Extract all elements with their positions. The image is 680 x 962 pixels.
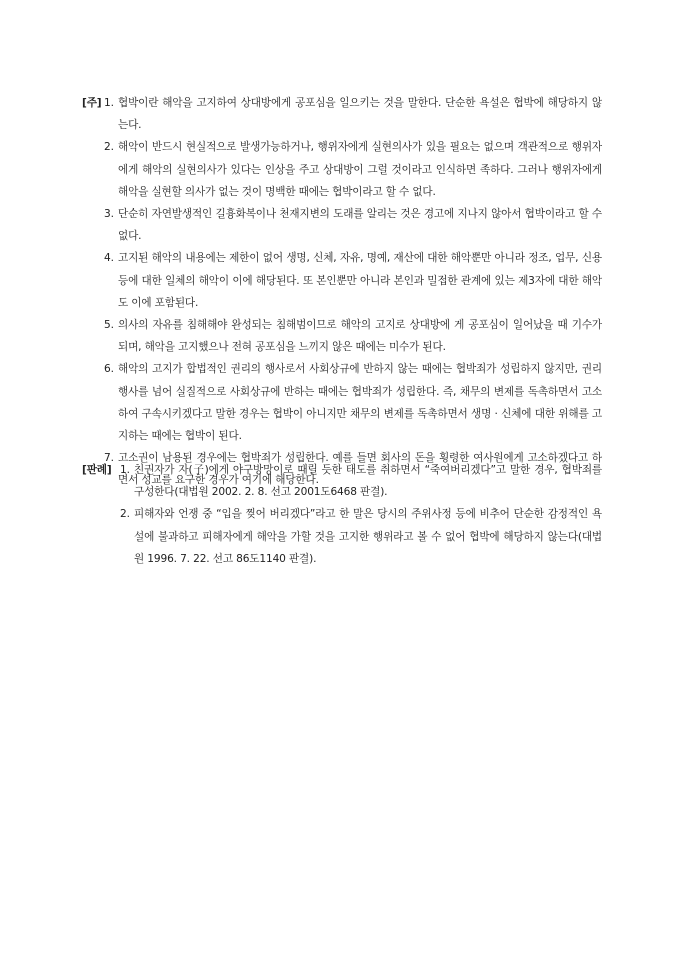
- note-item-3: [82, 203, 602, 247]
- cases-list: [82, 459, 602, 570]
- note-item-6: [82, 358, 602, 447]
- case-text: 친권자가 자(子)에게 야구방망이로 때릴 듯한 태도를 취하면서 “죽여버리겠다”고 말한 경우, 협박죄를 구성한다(대법원 2002. 2. 8. 선고 2001도6468 판결).: [134, 464, 602, 499]
- notes-section: [82, 92, 602, 492]
- note-text: 해악의 고지가 합법적인 권리의 행사로서 사회상규에 반하지 않는 때에는 협박죄가 성립하지 않지만, 권리행사를 넘어 실질적으로 사회상규에 반하는 때에는 협박죄가 성립한다. 즉, 채무의 변제를 독촉하면서 고소하여 구속시키겠다고 말한 경우는 협박이 아니지만 채무의 변제를 독촉하면서 생명 · 신체에 대한 위해를 고지하는 때에는 협박이 된다.: [118, 363, 602, 443]
- note-text: 고소권이 남용된 경우에는 협박죄가 성립한다. 예를 들면 회사의 돈을 횡령한 여사원에게 고소하겠다고 하면서 성교를 요구한 경우가 여기에 해당한다.: [118, 452, 602, 487]
- note-text: 고지된 해악의 내용에는 제한이 없어 생명, 신체, 자유, 명예, 재산에 대한 해악뿐만 아니라 정조, 업무, 신용 등에 대한 일체의 해악이 이에 해당된다. 또 본인뿐만 아니라 본인과 밀접한 관계에 있는 제3자에 대한 해악도 이에 포함된다.: [118, 252, 602, 309]
- note-number: 5.: [104, 319, 114, 332]
- case-item-2: [82, 503, 602, 570]
- note-number: 6.: [104, 363, 114, 376]
- note-text: 협박이란 해악을 고지하여 상대방에게 공포심을 일으키는 것을 말한다. 단순한 욕설은 협박에 해당하지 않는다.: [118, 97, 602, 132]
- note-number: 4.: [104, 252, 114, 265]
- cases-label: [판례]: [82, 464, 112, 476]
- case-text: 피해자와 언쟁 중 “입을 찢어 버리겠다”라고 한 말은 당시의 주위사정 등에 비추어 단순한 감정적인 욕설에 불과하고 피해자에게 해악을 가할 것을 고지한 행위라고 볼 수 없어 협박에 해당하지 않는다(대법원 1996. 7. 22. 선고 86도1140 판결).: [134, 508, 602, 565]
- notes-list: [82, 92, 602, 492]
- note-number: 7.: [104, 452, 114, 465]
- note-item-4: [82, 247, 602, 314]
- case-number: 2.: [120, 508, 130, 521]
- note-text: 의사의 자유를 침해해야 완성되는 침해범이므로 해악의 고지로 상대방에 게 공포심이 일어났을 때 기수가 되며, 해악을 고지했으나 전혀 공포심을 느끼지 않은 때에는 미수가 된다.: [118, 319, 602, 354]
- notes-label: [주]: [82, 97, 102, 109]
- note-number: 2.: [104, 141, 114, 154]
- note-number: 1.: [104, 97, 114, 109]
- case-number: 1.: [120, 464, 130, 476]
- note-item-2: [82, 136, 602, 203]
- note-text: 단순히 자연발생적인 길흉화복이나 천재지변의 도래를 알리는 것은 경고에 지나지 않아서 협박이라고 할 수 없다.: [118, 208, 602, 243]
- case-item-1: [82, 459, 602, 503]
- note-item-1: [82, 92, 602, 136]
- note-number: 3.: [104, 208, 114, 221]
- cases-section: [82, 459, 602, 570]
- note-item-5: [82, 314, 602, 358]
- note-text: 해악이 반드시 현실적으로 발생가능하거나, 행위자에게 실현의사가 있을 필요는 없으며 객관적으로 행위자에게 해악의 실현의사가 있다는 인상을 주고 상대방이 그럴 것이라고 인식하면 족하다. 그러나 행위자에게 해악을 실현할 의사가 없는 것이 명백한 때에는 협박이라고 할 수 없다.: [118, 141, 602, 198]
